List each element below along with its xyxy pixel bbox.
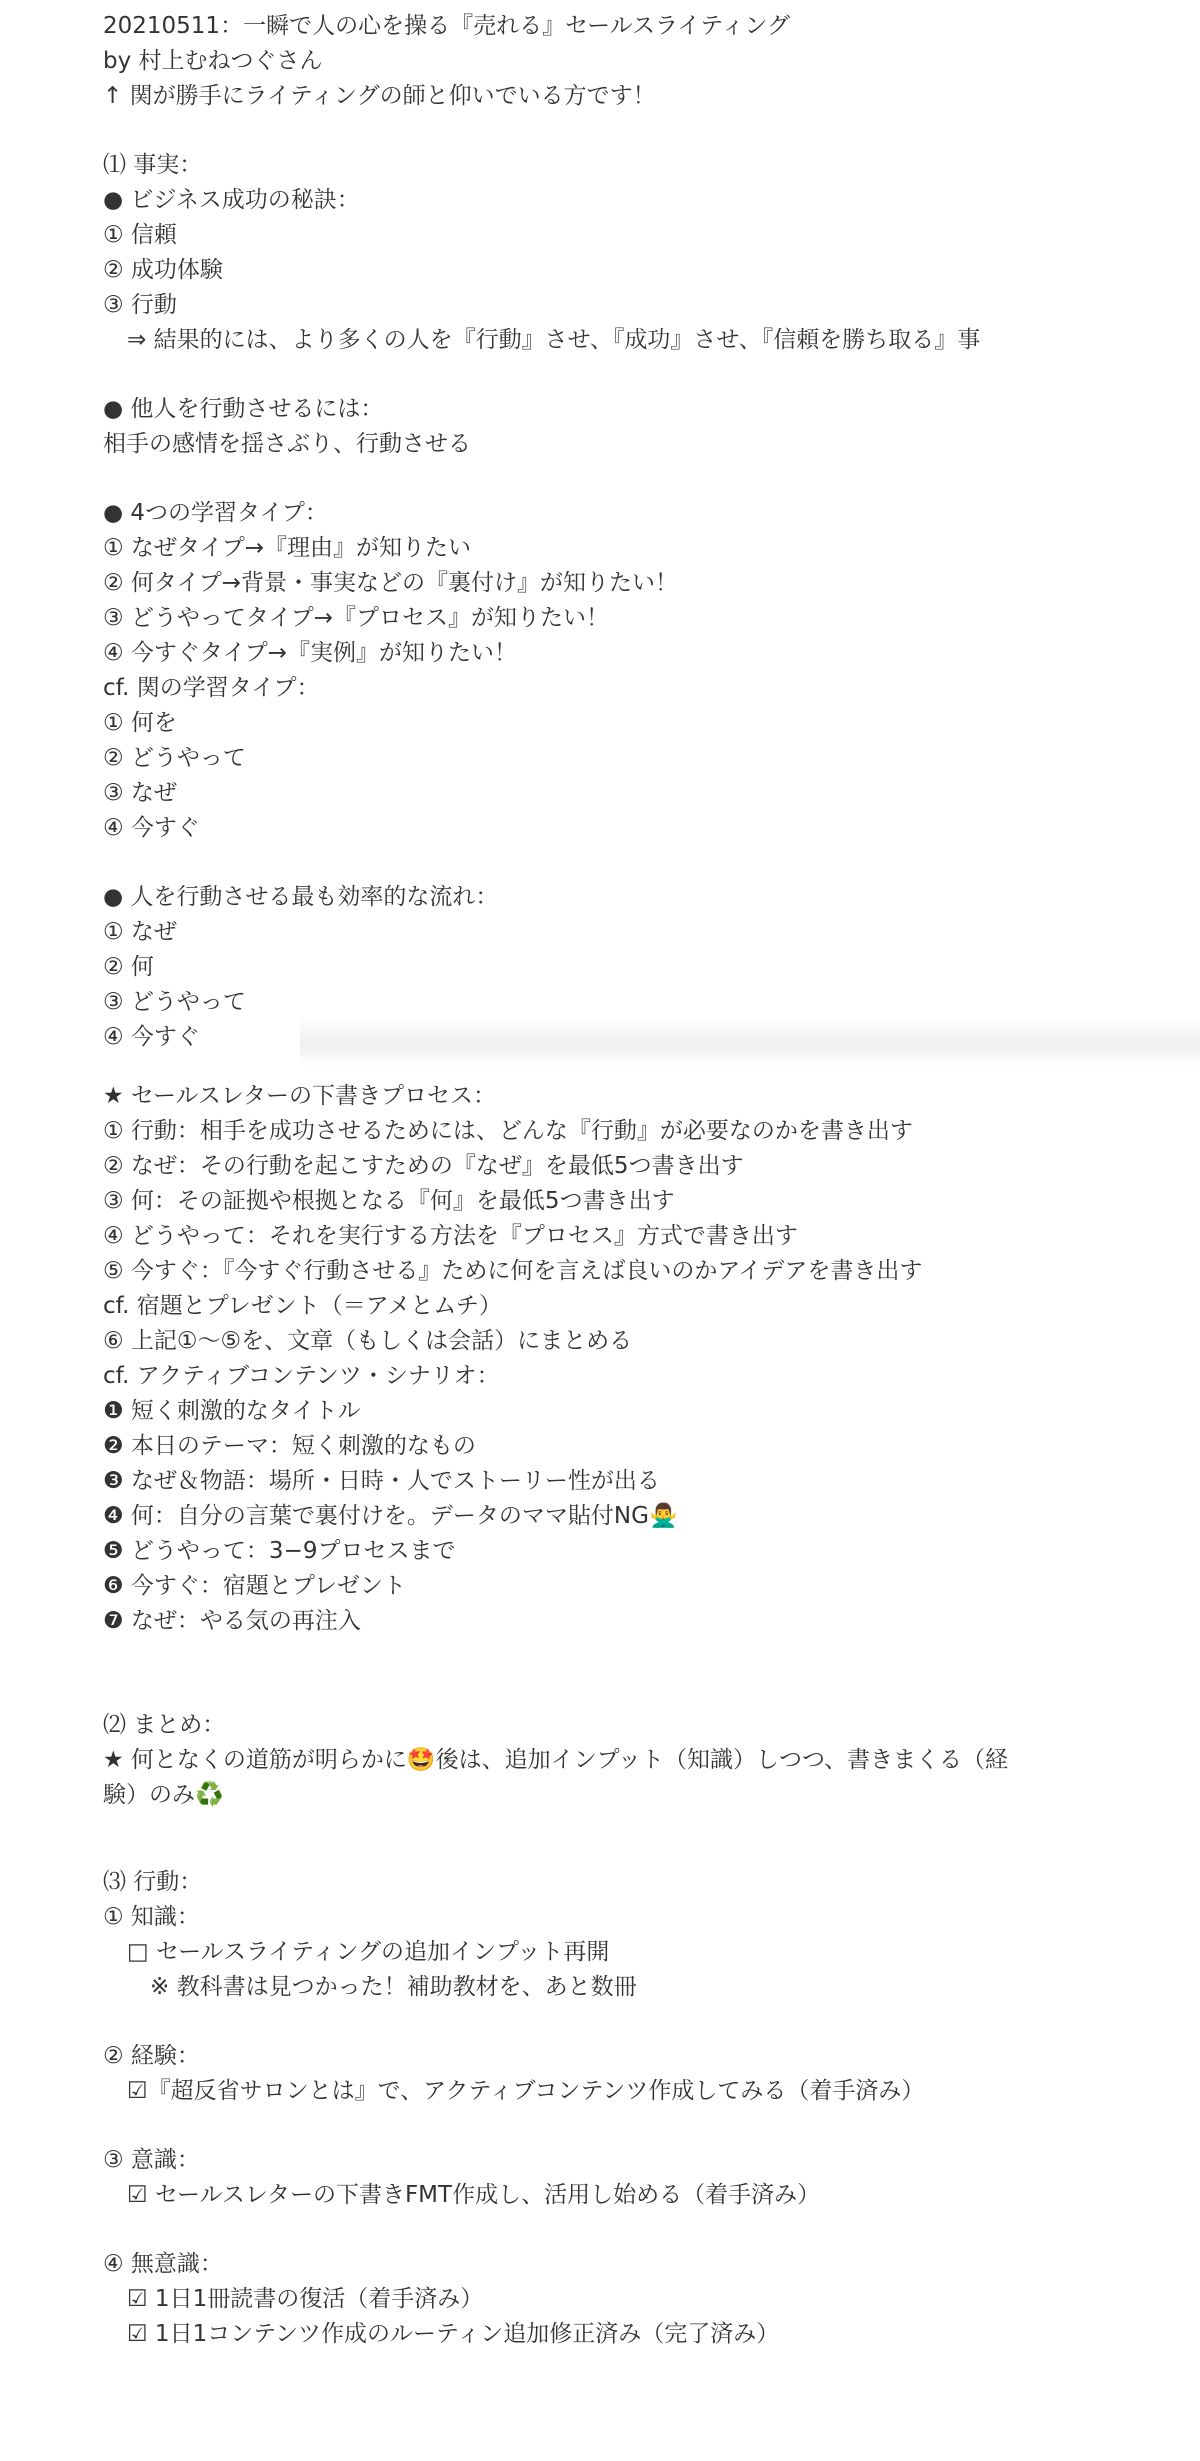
memo-line: ↑ 関が勝手にライティングの師と仰いでいる方です！	[103, 83, 656, 109]
memo-line: ☑ セールスレターの下書きFMT作成し、活用し始める（着手済み）	[127, 2182, 821, 2208]
memo-line: cf. 宿題とプレゼント（＝アメとムチ）	[103, 1293, 502, 1319]
memo-line: ① 信頼	[103, 222, 177, 248]
memo-line: 相手の感情を揺さぶり、行動させる	[103, 431, 471, 457]
memo-line: ☑ 1日1冊読書の復活（着手済み）	[127, 2286, 484, 2312]
memo-line: ● ビジネス成功の秘訣：	[103, 187, 360, 213]
memo-line: ☑『超反省サロンとは』で、アクティブコンテンツ作成してみる（着手済み）	[127, 2078, 925, 2104]
memo-line: ❻ 今すぐ：宿題とプレゼント	[103, 1573, 407, 1599]
memo-line: cf. 関の学習タイプ：	[103, 675, 320, 701]
memo-line: ⑶ 行動：	[103, 1869, 203, 1895]
memo-line: ① なぜ	[103, 919, 177, 945]
memo-line: ★ セールスレターの下書きプロセス：	[103, 1083, 496, 1109]
memo-line: ① なぜタイプ→『理由』が知りたい	[103, 535, 472, 561]
memo-line: ★ 何となくの道筋が明らかに🤩後は、追加インプット（知識）しつつ、書きまくる（経	[103, 1747, 1009, 1773]
memo-line: ② 何タイプ→背景・事実などの『裏付け』が知りたい！	[103, 570, 679, 596]
memo-line: ③ どうやって	[103, 989, 246, 1015]
memo-line: ☑ 1日1コンテンツ作成のルーティン追加修正済み（完了済み）	[127, 2321, 780, 2347]
memo-line: ③ 意識：	[103, 2147, 200, 2173]
memo-line: ① 知識：	[103, 1904, 200, 1930]
memo-line: 20210511：一瞬で人の心を操る『売れる』セールスライティング	[103, 13, 791, 39]
memo-line: ③ どうやってタイプ→『プロセス』が知りたい！	[103, 605, 610, 631]
memo-line: by 村上むねつぐさん	[103, 48, 323, 74]
memo-line: ⑤ 今すぐ：『今すぐ行動させる』ために何を言えば良いのかアイデアを書き出す	[103, 1258, 923, 1284]
memo-line: ② 何	[103, 954, 154, 980]
memo-line: ● 4つの学習タイプ：	[103, 500, 328, 526]
memo-line: □ セールスライティングの追加インプット再開	[127, 1939, 610, 1965]
memo-line: ❺ どうやって：3−9プロセスまで	[103, 1538, 456, 1564]
memo-line: ④ 無意識：	[103, 2251, 223, 2277]
memo-line: ① 行動：相手を成功させるためには、どんな『行動』が必要なのかを書き出す	[103, 1118, 913, 1144]
memo-line: ⑵ まとめ：	[103, 1712, 226, 1738]
memo-line: ⑥ 上記①〜⑤を、文章（もしくは会話）にまとめる	[103, 1328, 633, 1354]
memo-line: ② 成功体験	[103, 257, 223, 283]
memo-line: ⇒ 結果的には、より多くの人を『行動』させ、『成功』させ、『信頼を勝ち取る』事	[127, 327, 981, 353]
memo-line: ❼ なぜ：やる気の再注入	[103, 1608, 361, 1634]
memo-line: 験）のみ♻️	[103, 1782, 224, 1808]
memo-line: ❹ 何：自分の言葉で裏付けを。データのママ貼付NG🙅‍♂️	[103, 1503, 678, 1529]
memo-line: ② どうやって	[103, 745, 246, 771]
memo-line: ③ なぜ	[103, 780, 177, 806]
memo-line: ④ どうやって：それを実行する方法を『プロセス』方式で書き出す	[103, 1223, 798, 1249]
memo-line: ❸ なぜ＆物語：場所・日時・人でストーリー性が出る	[103, 1468, 660, 1494]
memo-line: ③ 何：その証拠や根拠となる『何』を最低5つ書き出す	[103, 1188, 675, 1214]
memo-line: ❶ 短く刺激的なタイトル	[103, 1398, 361, 1424]
memo-line: ● 人を行動させる最も効率的な流れ：	[103, 884, 499, 910]
memo-line: ❷ 本日のテーマ：短く刺激的なもの	[103, 1433, 476, 1459]
memo-line: ● 他人を行動させるには：	[103, 396, 384, 422]
memo-line: ② なぜ：その行動を起こすための『なぜ』を最低5つ書き出す	[103, 1153, 744, 1179]
memo-line: ⑴ 事実：	[103, 152, 203, 178]
memo-line: ※ 教科書は見つかった！補助教材を、あと数冊	[150, 1974, 637, 2000]
memo-line: cf. アクティブコンテンツ・シナリオ：	[103, 1363, 500, 1389]
memo-line: ④ 今すぐ	[103, 815, 200, 841]
memo-line: ④ 今すぐ	[103, 1024, 200, 1050]
screenshot-seam	[300, 1017, 1200, 1067]
memo-line: ③ 行動	[103, 292, 177, 318]
memo-line: ② 経験：	[103, 2043, 200, 2069]
memo-line: ① 何を	[103, 710, 177, 736]
memo-line: ④ 今すぐタイプ→『実例』が知りたい！	[103, 640, 518, 666]
